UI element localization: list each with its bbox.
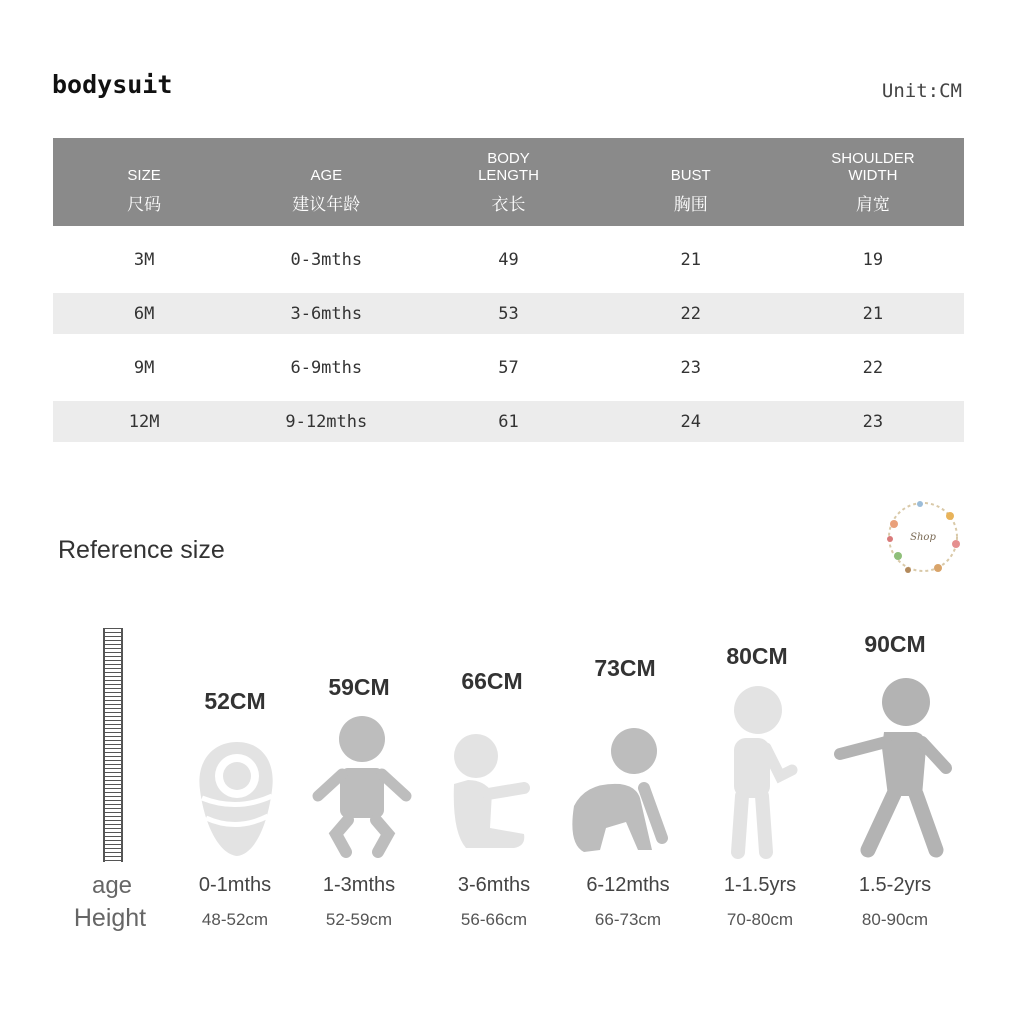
col-shoulder-width-en: SHOULDER WIDTH: [831, 149, 915, 184]
col-size: [53, 138, 235, 226]
cell-age: 0-3mths: [290, 249, 363, 270]
col-size-cn: 尺码: [127, 194, 162, 215]
stage-age: 1-1.5yrs: [723, 874, 797, 896]
stage-height: 80CM: [726, 643, 788, 669]
size-table: [53, 138, 964, 442]
stage-range: 56-66cm: [460, 910, 528, 929]
col-body-length-cn: 衣长: [491, 194, 526, 215]
cell-bust: 24: [680, 411, 701, 432]
stage-age: 3-6mths: [457, 874, 531, 896]
shop-logo-icon: [880, 494, 966, 580]
cell-bust: 21: [680, 249, 701, 270]
col-bust-en: BUST: [670, 166, 711, 184]
cell-age: 6-9mths: [290, 357, 363, 378]
table-row: [53, 401, 964, 442]
col-body-length-en: BODY LENGTH: [478, 149, 539, 184]
cell-body-length: 61: [498, 411, 519, 432]
walking-toddler-icon: [832, 676, 952, 858]
cell-bust: 23: [680, 357, 701, 378]
col-age-cn: 建议年龄: [292, 194, 361, 215]
sitting-baby-icon: [444, 732, 534, 858]
age-row-label: age: [91, 872, 133, 899]
cell-size: 12M: [128, 411, 160, 432]
crawling-baby-icon: [566, 726, 670, 860]
col-size-en: SIZE: [127, 166, 161, 184]
col-age: [235, 138, 417, 226]
cell-size: 9M: [133, 357, 155, 378]
height-ruler: [103, 628, 123, 862]
unit-label: Unit:CM: [881, 80, 962, 102]
reference-size-title: Reference size: [58, 536, 225, 564]
stage-height: 52CM: [204, 688, 266, 714]
cell-age: 3-6mths: [290, 303, 363, 324]
standing-toddler-icon: [718, 684, 798, 860]
stage-height: 59CM: [328, 674, 390, 700]
col-bust: [600, 138, 782, 226]
cell-shoulder-width: 22: [862, 357, 884, 378]
stage-height: 66CM: [461, 668, 523, 694]
cell-body-length: 53: [498, 303, 519, 324]
stage-age: 1-3mths: [322, 874, 396, 896]
cell-shoulder-width: 19: [862, 249, 884, 270]
cell-shoulder-width: 23: [862, 411, 884, 432]
cell-bust: 22: [680, 303, 701, 324]
stage-height: 90CM: [864, 631, 926, 657]
svg-text:Shop: Shop: [910, 532, 936, 543]
stage-age: 1.5-2yrs: [858, 874, 932, 896]
col-shoulder-width-cn: 肩宽: [855, 194, 890, 215]
stage-height: 73CM: [594, 655, 656, 681]
swaddled-baby-icon: [192, 738, 282, 860]
stage-range: 80-90cm: [861, 910, 929, 929]
stage-range: 70-80cm: [726, 910, 794, 929]
stage-range: 66-73cm: [594, 910, 662, 929]
cell-size: 3M: [133, 249, 155, 270]
table-row: [53, 293, 964, 334]
cell-body-length: 49: [498, 249, 519, 270]
stage-age: 6-12mths: [586, 874, 670, 896]
col-body-length: [417, 138, 599, 226]
lying-baby-icon: [312, 712, 412, 858]
col-shoulder-width: [782, 138, 964, 226]
stage-range: 48-52cm: [201, 910, 269, 929]
table-row: [53, 239, 964, 280]
col-age-en: AGE: [310, 166, 343, 184]
page-title: bodysuit: [52, 70, 173, 99]
col-bust-cn: 胸围: [673, 194, 708, 215]
stage-range: 52-59cm: [325, 910, 393, 929]
cell-body-length: 57: [498, 357, 519, 378]
cell-size: 6M: [133, 303, 155, 324]
stage-age: 0-1mths: [198, 874, 272, 896]
table-header: [53, 138, 964, 226]
cell-age: 9-12mths: [285, 411, 368, 432]
height-row-label: Height: [73, 904, 147, 932]
table-row: [53, 347, 964, 388]
cell-shoulder-width: 21: [862, 303, 884, 324]
